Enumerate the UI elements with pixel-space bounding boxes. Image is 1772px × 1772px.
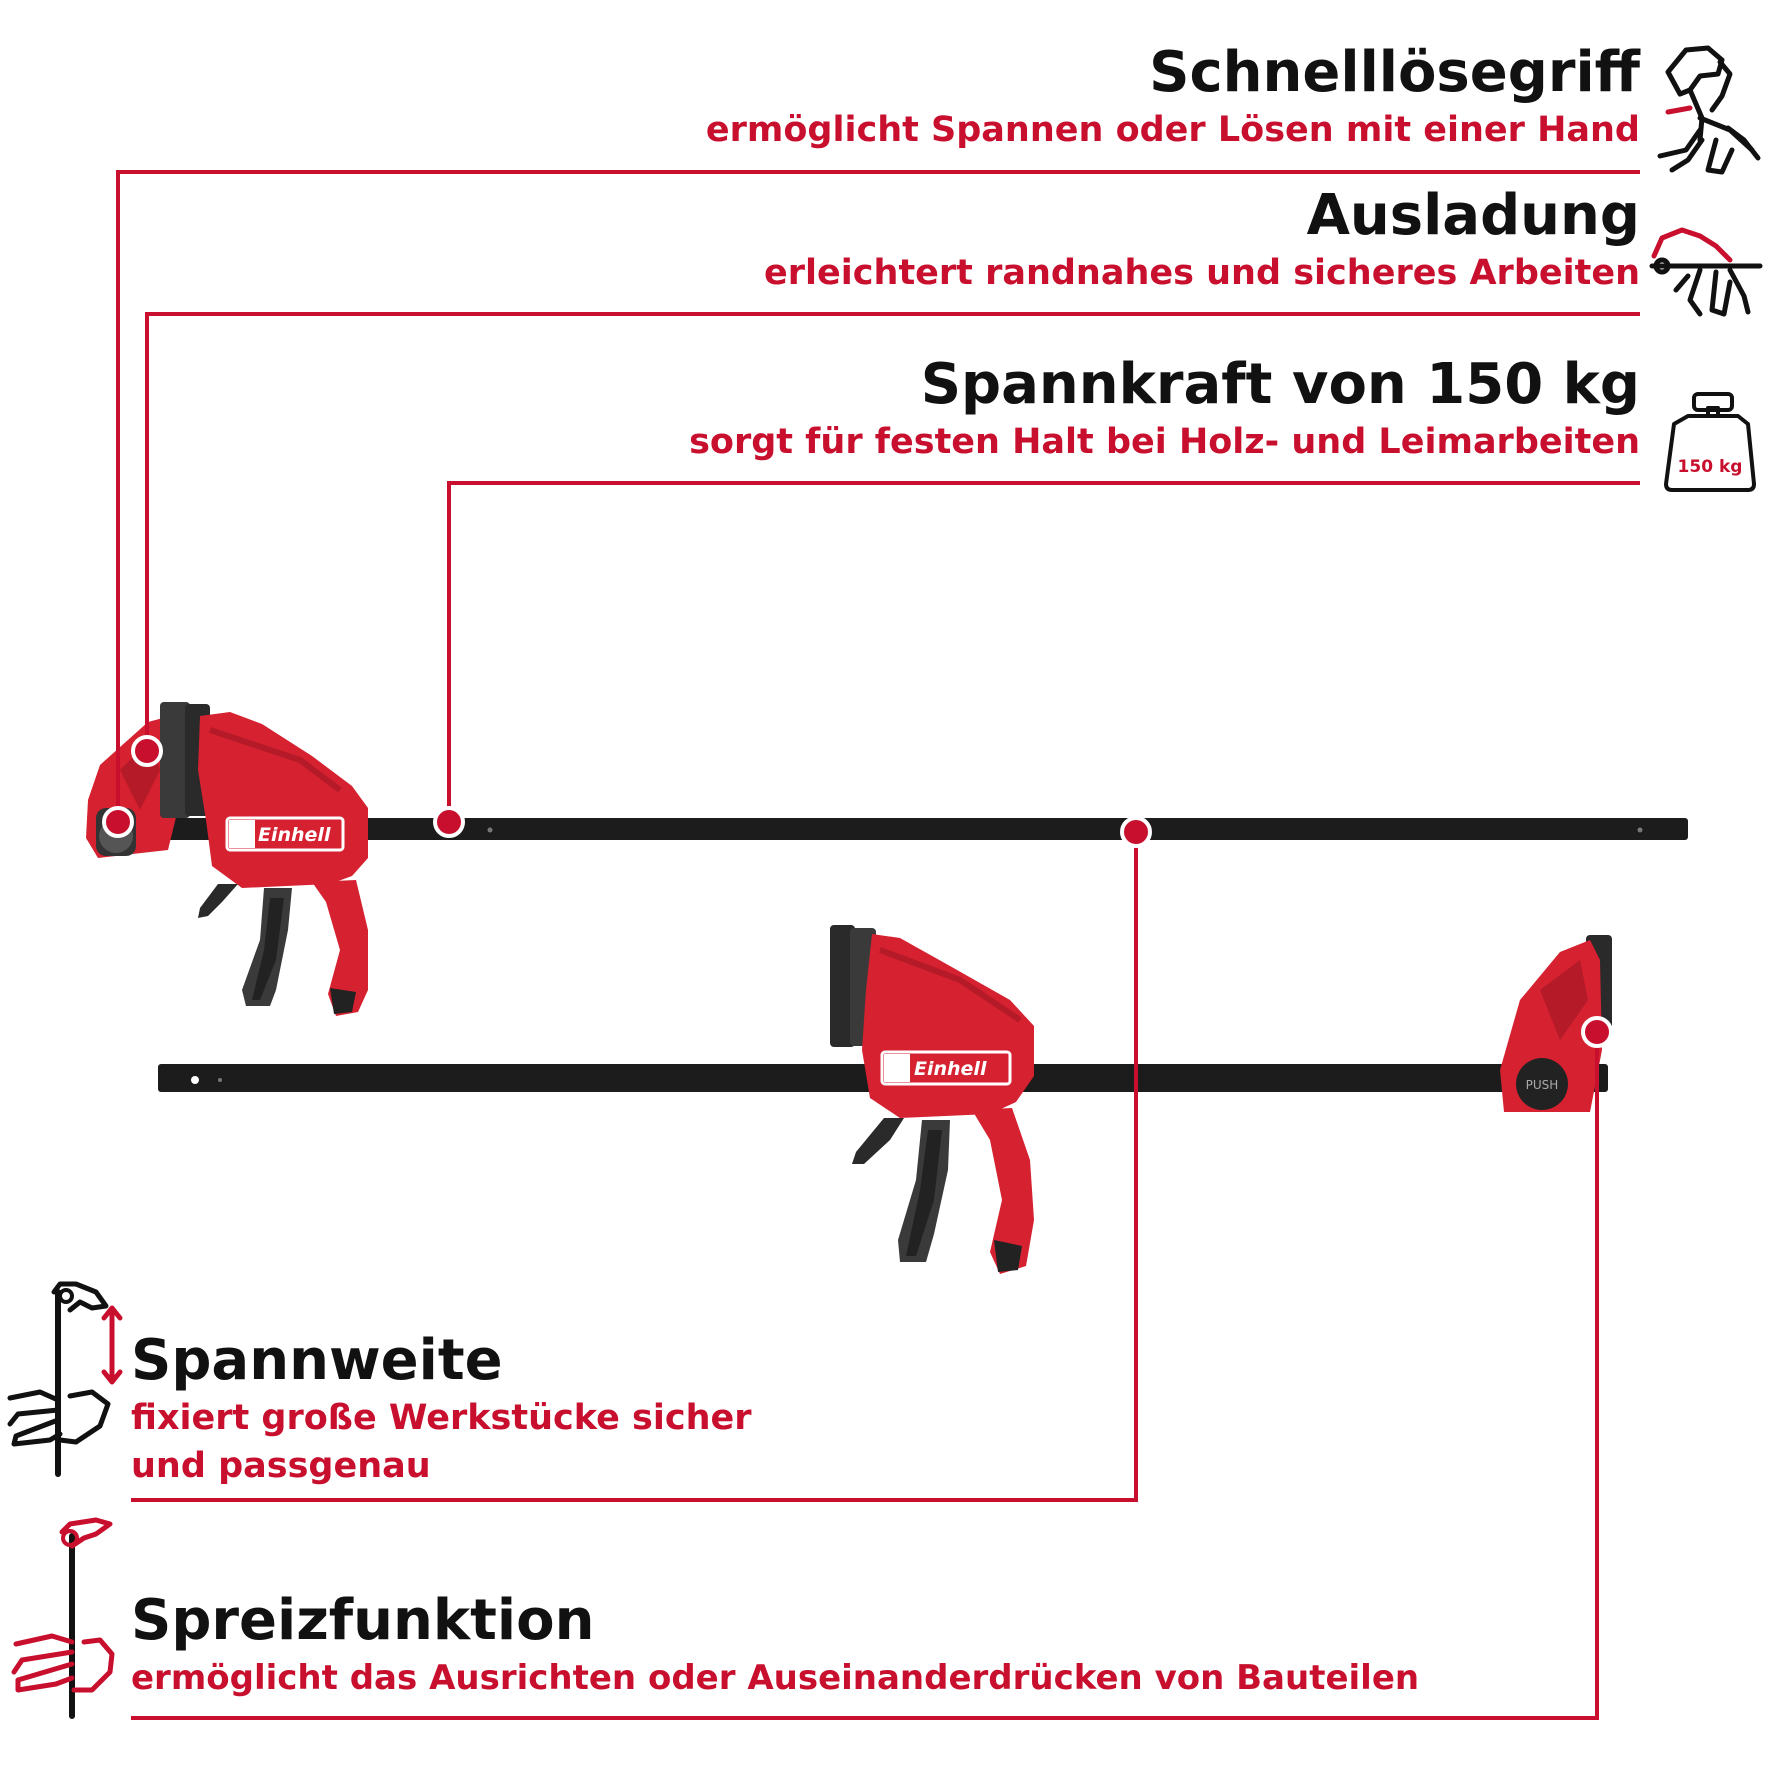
callout-line-clamping-force — [449, 483, 1640, 822]
feature-clamping-range-description-line1: fixiert große Werkstücke sicher — [131, 1398, 752, 1438]
clamp-bottom-body — [862, 934, 1034, 1118]
weight-icon-label: 150 kg — [1677, 457, 1743, 477]
feature-spreading-title: Spreizfunktion — [131, 1588, 595, 1653]
clamp-top-bar — [140, 818, 1688, 840]
clamp-top-logo-text: Einhell — [258, 824, 331, 846]
clamp-range-icon — [10, 1284, 120, 1474]
clamp-bottom — [158, 925, 1612, 1274]
spreader-icon — [14, 1520, 112, 1716]
feature-clamping-range-description-line2: und passgenau — [131, 1446, 431, 1486]
feature-throat-depth — [764, 183, 1640, 297]
clamp-bottom-logo-text: Einhell — [914, 1058, 987, 1080]
feature-clamping-range-title: Spannweite — [131, 1328, 503, 1393]
feature-quick-release — [706, 40, 1640, 154]
feature-quick-release-title: Schnelllösegriff — [1149, 40, 1640, 105]
feature-quick-release-description: ermöglicht Spannen oder Lösen mit einer Hand — [705, 110, 1640, 150]
feature-clamping-range — [131, 1328, 752, 1490]
feature-throat-depth-title: Ausladung — [1306, 183, 1640, 248]
clamp-top-body — [198, 712, 368, 888]
feature-clamping-force-title: Spannkraft von 150 kg — [920, 352, 1640, 417]
feature-throat-depth-description: erleichtert randnahes und sicheres Arbeiten — [764, 253, 1640, 293]
hand-trigger-icon — [1660, 48, 1758, 172]
feature-clamping-force — [689, 352, 1640, 466]
feature-clamping-force-description: sorgt für festen Halt bei Holz- und Leimarbeiten — [689, 422, 1640, 462]
feature-spreading — [131, 1588, 1419, 1702]
push-button-label: PUSH — [1525, 1078, 1559, 1092]
clamp-throat-icon — [1652, 230, 1760, 314]
feature-spreading-description: ermöglicht das Ausrichten oder Auseinanderdrücken von Bauteilen — [131, 1658, 1420, 1698]
